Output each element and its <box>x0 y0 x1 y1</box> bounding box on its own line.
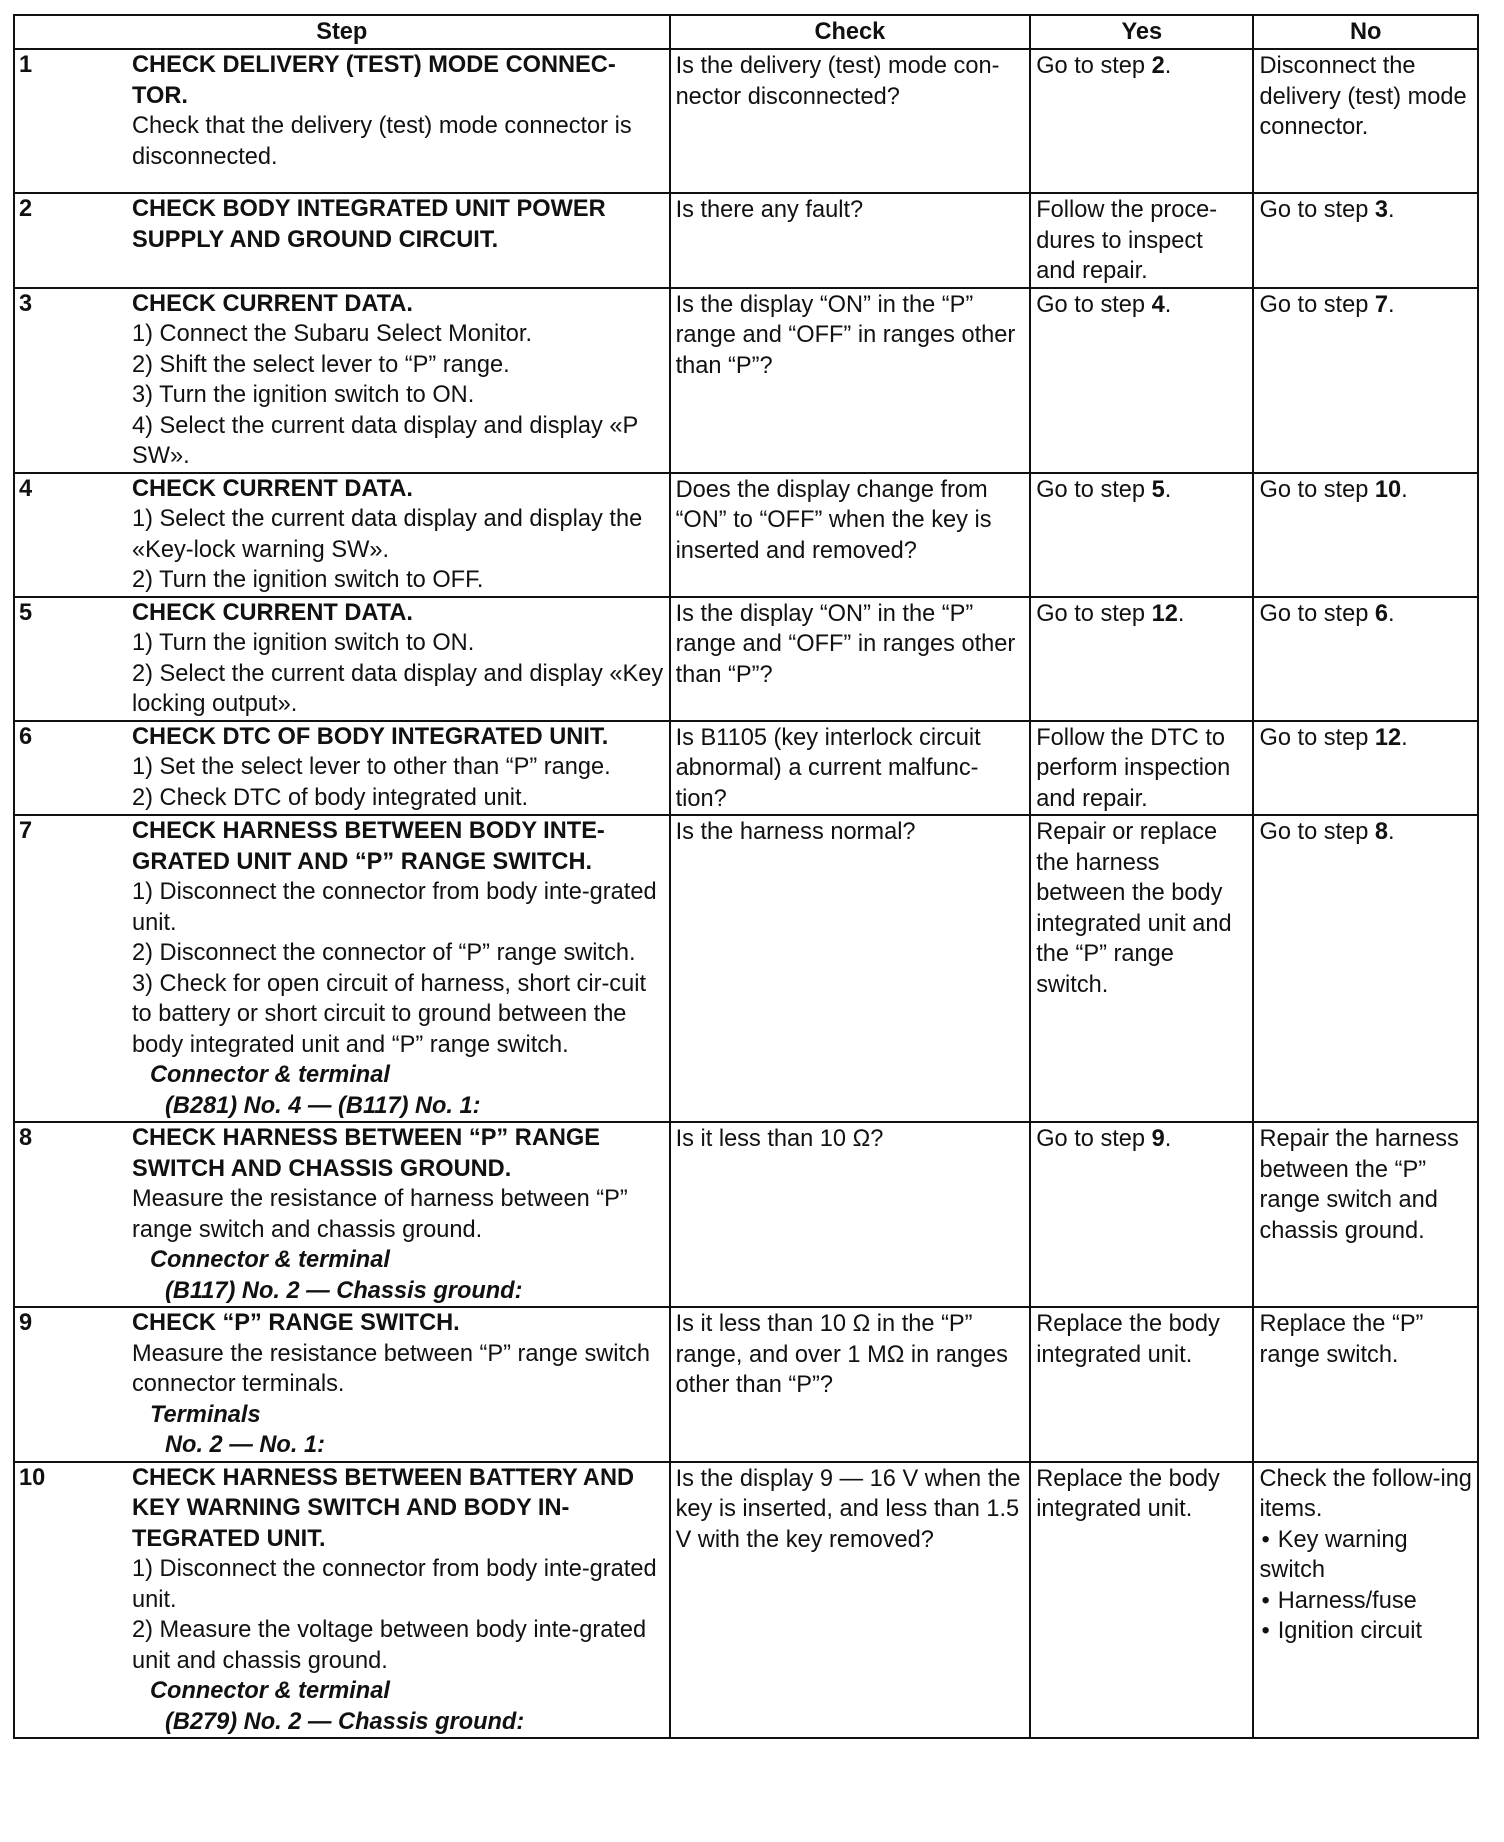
step-body <box>132 194 669 255</box>
check-cell: Is the delivery (test) mode con-nector disconnected? <box>670 49 1031 193</box>
step-number: 5 <box>19 599 33 626</box>
table-row <box>14 49 1478 193</box>
step-title: CHECK HARNESS BETWEEN BODY INTE-GRATED UNIT AND “P” RANGE SWITCH. <box>132 818 605 875</box>
yes-step-number: 9 <box>1151 1126 1165 1152</box>
no-text-end: . <box>1388 600 1395 627</box>
step-wrap <box>15 722 669 814</box>
step-body <box>132 1463 669 1738</box>
yes-cell <box>1030 815 1253 1122</box>
yes-text: Go to step <box>1036 476 1152 503</box>
step-body <box>132 722 669 814</box>
step-instruction: 2) Shift the select lever to “P” range. <box>132 351 510 378</box>
step-number: 1 <box>19 52 33 78</box>
yes-cell <box>1030 1462 1253 1739</box>
step-body <box>132 474 669 596</box>
header-yes: Yes <box>1030 15 1253 49</box>
no-cell <box>1253 1462 1478 1739</box>
step-number: 8 <box>19 1125 33 1151</box>
header-check: Check <box>670 15 1031 49</box>
step-wrap <box>15 816 669 1121</box>
step-cell <box>14 49 670 193</box>
step-instruction: 2) Measure the voltage between body inte-grated unit and chassis ground. <box>132 1617 647 1674</box>
no-step-number: 7 <box>1374 291 1389 318</box>
yes-step-number: 2 <box>1151 53 1165 79</box>
step-title: CHECK DTC OF BODY INTEGRATED UNIT. <box>132 723 609 750</box>
step-number: 6 <box>19 723 33 750</box>
yes-text: Repair or replace the harness between the body integrated unit and the “P” range switch. <box>1036 819 1232 998</box>
step-instruction: 3) Turn the ignition switch to ON. <box>132 382 475 408</box>
table-row <box>14 597 1478 721</box>
step-instruction: 1) Turn the ignition switch to ON. <box>132 630 475 656</box>
yes-text: Follow the DTC to perform inspection and repair. <box>1036 724 1231 812</box>
yes-text-end: . <box>1164 1126 1172 1152</box>
table-row <box>14 1122 1478 1307</box>
step-cell <box>14 597 670 721</box>
yes-text-end: . <box>1177 600 1185 627</box>
yes-step-number: 4 <box>1151 291 1165 318</box>
yes-text-end: . <box>1164 476 1172 503</box>
no-text: Go to step <box>1259 819 1375 845</box>
step-instruction: 1) Connect the Subaru Select Monitor. <box>132 321 533 347</box>
check-cell: Is the harness normal? <box>670 815 1031 1122</box>
no-text-end: . <box>1388 197 1395 223</box>
no-step-number: 12 <box>1374 724 1402 751</box>
table-row <box>14 288 1478 473</box>
connector-label: Connector & terminal <box>150 1062 390 1088</box>
step-cell <box>14 473 670 597</box>
step-wrap <box>15 289 669 472</box>
yes-cell <box>1030 193 1253 288</box>
yes-cell <box>1030 1122 1253 1307</box>
diagnostic-table <box>13 14 1479 1739</box>
step-number: 9 <box>19 1310 33 1336</box>
no-cell <box>1253 1122 1478 1307</box>
check-cell: Is the display “ON” in the “P” range and “OFF” in ranges other than “P”? <box>670 597 1031 721</box>
table-row <box>14 1307 1478 1462</box>
connector-label: Terminals <box>150 1401 261 1428</box>
step-wrap <box>15 50 669 172</box>
no-cell <box>1253 815 1478 1122</box>
table-row <box>14 193 1478 288</box>
step-cell <box>14 721 670 816</box>
yes-text: Go to step <box>1036 600 1152 627</box>
step-instruction: 2) Select the current data display and display «Key locking output». <box>132 660 664 717</box>
no-step-number: 8 <box>1374 819 1389 845</box>
step-instruction: Check that the delivery (test) mode connector is disconnected. <box>132 113 632 170</box>
step-title: CHECK HARNESS BETWEEN BATTERY AND KEY WARNING SWITCH AND BODY IN-TEGRATED UNIT. <box>132 1464 635 1552</box>
no-text: Go to step <box>1259 476 1375 503</box>
connector-value: (B279) No. 2 — Chassis ground: <box>165 1708 525 1735</box>
connector-value: No. 2 — No. 1: <box>165 1432 325 1458</box>
yes-text-end: . <box>1164 53 1172 79</box>
step-wrap <box>15 598 669 720</box>
step-body <box>132 50 669 172</box>
no-text: Go to step <box>1259 600 1375 627</box>
step-cell <box>14 1122 670 1307</box>
check-cell: Is it less than 10 Ω? <box>670 1122 1031 1307</box>
check-cell: Does the display change from “ON” to “OFF” when the key is inserted and removed? <box>670 473 1031 597</box>
step-cell <box>14 815 670 1122</box>
step-wrap <box>15 1123 669 1306</box>
step-cell <box>14 193 670 288</box>
step-cell <box>14 288 670 473</box>
header-step: Step <box>14 15 670 49</box>
step-instruction: 1) Disconnect the connector from body inte-grated unit. <box>132 1556 657 1613</box>
yes-cell <box>1030 288 1253 473</box>
connector-value: (B281) No. 4 — (B117) No. 1: <box>165 1092 481 1119</box>
no-text: Go to step <box>1259 197 1375 223</box>
no-cell <box>1253 1307 1478 1462</box>
step-number: 4 <box>19 475 33 502</box>
check-cell: Is there any fault? <box>670 193 1031 288</box>
step-number: 7 <box>19 818 33 844</box>
step-instruction: 2) Turn the ignition switch to OFF. <box>132 567 484 593</box>
step-title: CHECK HARNESS BETWEEN “P” RANGE SWITCH AND CHASSIS GROUND. <box>132 1125 600 1182</box>
yes-cell <box>1030 473 1253 597</box>
no-text: Go to step <box>1259 291 1375 318</box>
yes-cell <box>1030 49 1253 193</box>
yes-text: Replace the body integrated unit. <box>1036 1311 1220 1368</box>
no-text: Disconnect the delivery (test) mode connector. <box>1259 53 1467 140</box>
step-instruction: 2) Check DTC of body integrated unit. <box>132 784 529 811</box>
step-instruction: Measure the resistance of harness between “P” range switch and chassis ground. <box>132 1186 628 1243</box>
yes-text: Go to step <box>1036 291 1152 318</box>
connector-label: Connector & terminal <box>150 1678 390 1704</box>
check-cell: Is it less than 10 Ω in the “P” range, and over 1 MΩ in ranges other than “P”? <box>670 1307 1031 1462</box>
table-row <box>14 473 1478 597</box>
no-cell <box>1253 721 1478 816</box>
step-title: CHECK CURRENT DATA. <box>132 475 413 502</box>
yes-cell <box>1030 721 1253 816</box>
step-number: 10 <box>19 1464 46 1491</box>
no-bullet-item: • Key warning switch <box>1259 1525 1473 1586</box>
no-bullet-item: • Ignition circuit <box>1259 1616 1473 1647</box>
step-title: CHECK CURRENT DATA. <box>132 599 413 626</box>
step-title: CHECK BODY INTEGRATED UNIT POWER SUPPLY AND GROUND CIRCUIT. <box>132 196 606 253</box>
table-row <box>14 721 1478 816</box>
no-text-end: . <box>1401 476 1408 503</box>
step-body <box>132 816 669 1121</box>
yes-step-number: 5 <box>1151 476 1165 503</box>
no-cell <box>1253 473 1478 597</box>
no-cell <box>1253 597 1478 721</box>
no-cell <box>1253 193 1478 288</box>
step-instruction: 4) Select the current data display and display «P SW». <box>132 412 638 469</box>
no-cell <box>1253 49 1478 193</box>
no-text-end: . <box>1388 291 1395 318</box>
step-cell <box>14 1307 670 1462</box>
step-instruction: 1) Select the current data display and display the «Key-lock warning SW». <box>132 506 643 563</box>
no-text: Go to step <box>1259 724 1375 751</box>
no-step-number: 10 <box>1374 476 1402 503</box>
diagnostic-procedure-page <box>13 14 1479 1739</box>
step-wrap <box>15 474 669 596</box>
no-step-number: 6 <box>1374 600 1389 627</box>
no-bullet-item: • Harness/fuse <box>1259 1586 1473 1617</box>
step-wrap <box>15 1308 669 1461</box>
step-title: CHECK “P” RANGE SWITCH. <box>132 1310 460 1336</box>
step-title: CHECK DELIVERY (TEST) MODE CONNEC-TOR. <box>132 52 616 109</box>
yes-cell <box>1030 1307 1253 1462</box>
check-cell: Is B1105 (key interlock circuit abnormal) a current malfunc-tion? <box>670 721 1031 816</box>
connector-value: (B117) No. 2 — Chassis ground: <box>165 1277 523 1304</box>
step-title: CHECK CURRENT DATA. <box>132 290 413 317</box>
no-text: Check the follow-ing items. <box>1259 1465 1472 1522</box>
no-text-end: . <box>1388 819 1395 845</box>
connector-label: Connector & terminal <box>150 1247 390 1273</box>
step-instruction: 3) Check for open circuit of harness, short cir-cuit to battery or short circuit to ground between the body integrated unit and “P” range switch. <box>132 970 647 1058</box>
header-no: No <box>1253 15 1478 49</box>
yes-text: Go to step <box>1036 1126 1152 1152</box>
yes-step-number: 12 <box>1151 600 1178 627</box>
check-cell: Is the display 9 — 16 V when the key is inserted, and less than 1.5 V with the key removed? <box>670 1462 1031 1739</box>
step-instruction: 1) Disconnect the connector from body inte-grated unit. <box>132 879 657 936</box>
step-number: 2 <box>19 196 33 222</box>
yes-cell <box>1030 597 1253 721</box>
step-body <box>132 289 669 472</box>
step-instruction: 1) Set the select lever to other than “P” range. <box>132 754 611 780</box>
step-wrap <box>15 1463 669 1738</box>
step-wrap <box>15 194 669 255</box>
yes-text-end: . <box>1164 291 1172 318</box>
yes-text: Follow the proce-dures to inspect and repair. <box>1036 197 1218 284</box>
no-text: Replace the “P” range switch. <box>1259 1311 1424 1368</box>
step-number: 3 <box>19 290 33 317</box>
table-header-row <box>14 15 1478 49</box>
step-instruction: Measure the resistance between “P” range switch connector terminals. <box>132 1340 651 1397</box>
table-body <box>14 49 1478 1738</box>
yes-text: Go to step <box>1036 53 1152 79</box>
step-body <box>132 598 669 720</box>
step-body <box>132 1123 669 1306</box>
table-row <box>14 815 1478 1122</box>
step-cell <box>14 1462 670 1739</box>
table-row <box>14 1462 1478 1739</box>
no-text-end: . <box>1401 724 1408 751</box>
step-instruction: 2) Disconnect the connector of “P” range switch. <box>132 940 636 966</box>
yes-text: Replace the body integrated unit. <box>1036 1465 1220 1522</box>
no-cell <box>1253 288 1478 473</box>
no-step-number: 3 <box>1374 197 1389 223</box>
no-text: Repair the harness between the “P” range switch and chassis ground. <box>1259 1126 1459 1244</box>
check-cell: Is the display “ON” in the “P” range and “OFF” in ranges other than “P”? <box>670 288 1031 473</box>
step-body <box>132 1308 669 1461</box>
